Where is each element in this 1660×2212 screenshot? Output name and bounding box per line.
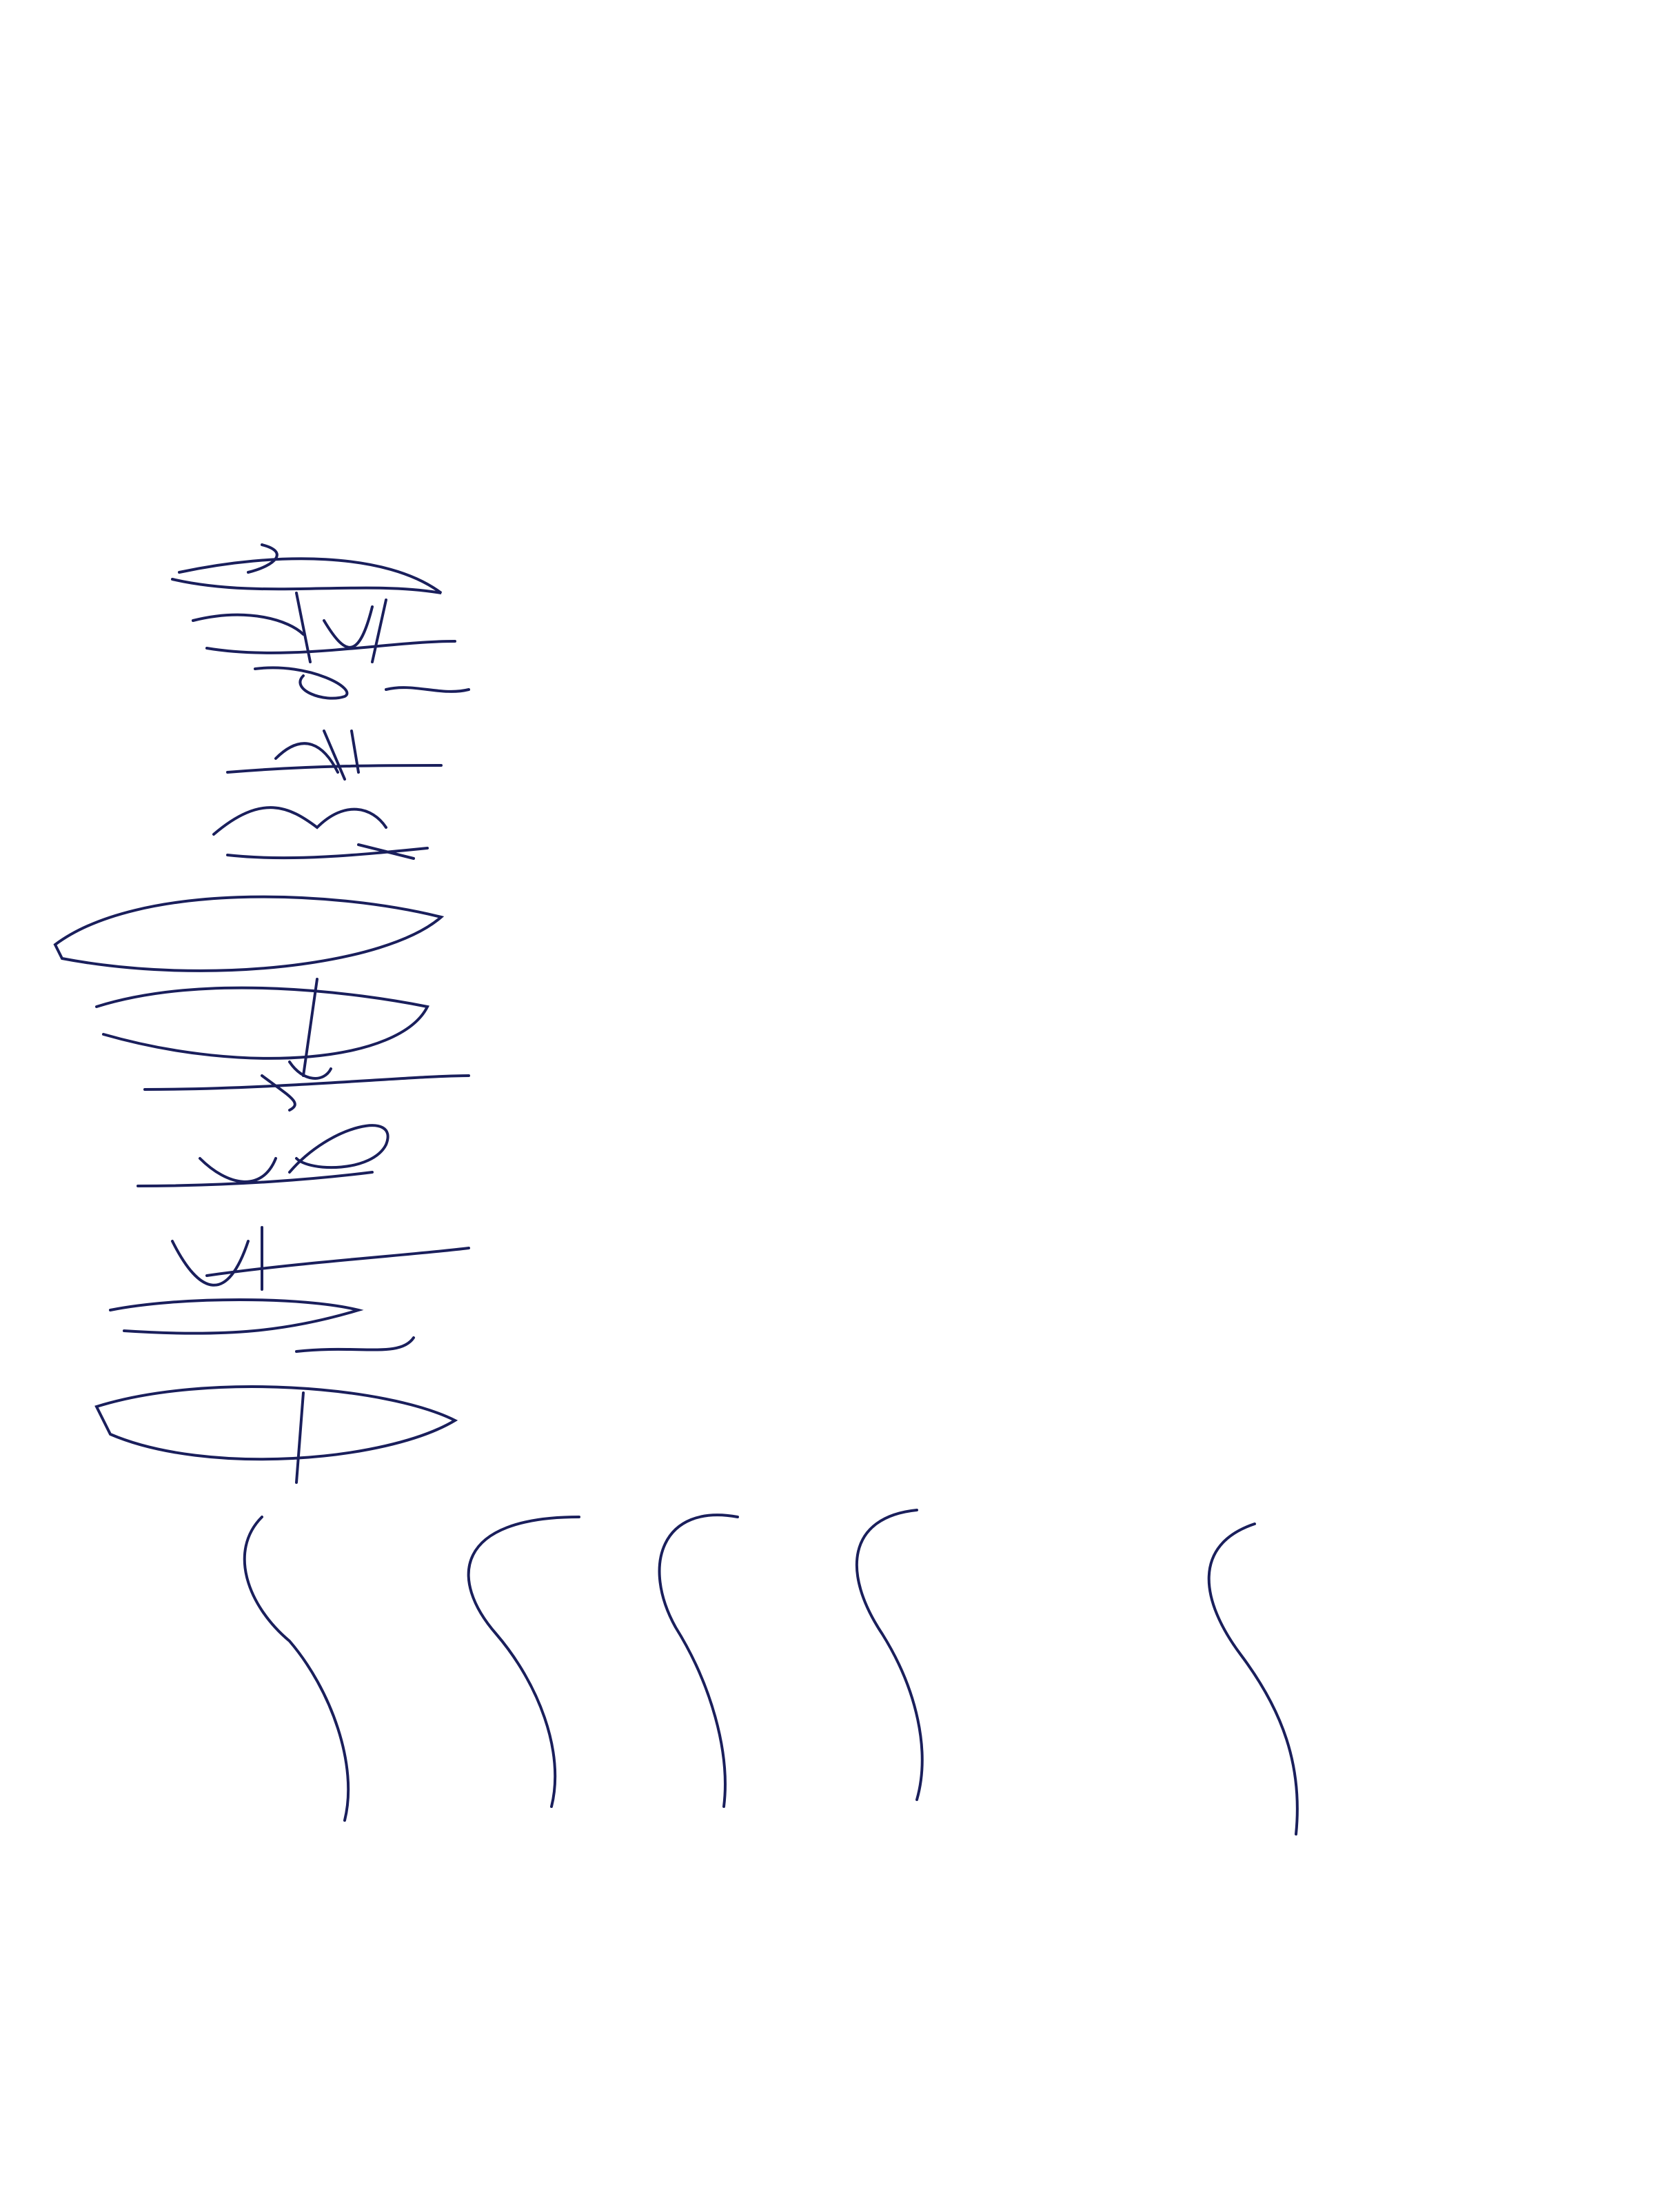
signature-mark (469, 1517, 579, 1807)
signature-mark (660, 1515, 738, 1807)
signature-mark (255, 667, 469, 698)
signature-mark (172, 545, 441, 593)
signature-mark (172, 1227, 469, 1289)
signature-mark (214, 807, 427, 858)
signature-mark (110, 1300, 414, 1351)
signature-marks (55, 545, 1297, 1834)
signature-mark (1209, 1524, 1297, 1834)
signature-mark (138, 1125, 388, 1186)
signature-mark (145, 1076, 469, 1110)
signature-mark (193, 593, 455, 662)
signature-mark (227, 731, 441, 779)
signature-mark (857, 1510, 922, 1800)
signature-mark (97, 1387, 455, 1482)
signature-mark (97, 979, 427, 1078)
signature-mark (55, 897, 441, 971)
signature-mark (245, 1517, 348, 1820)
